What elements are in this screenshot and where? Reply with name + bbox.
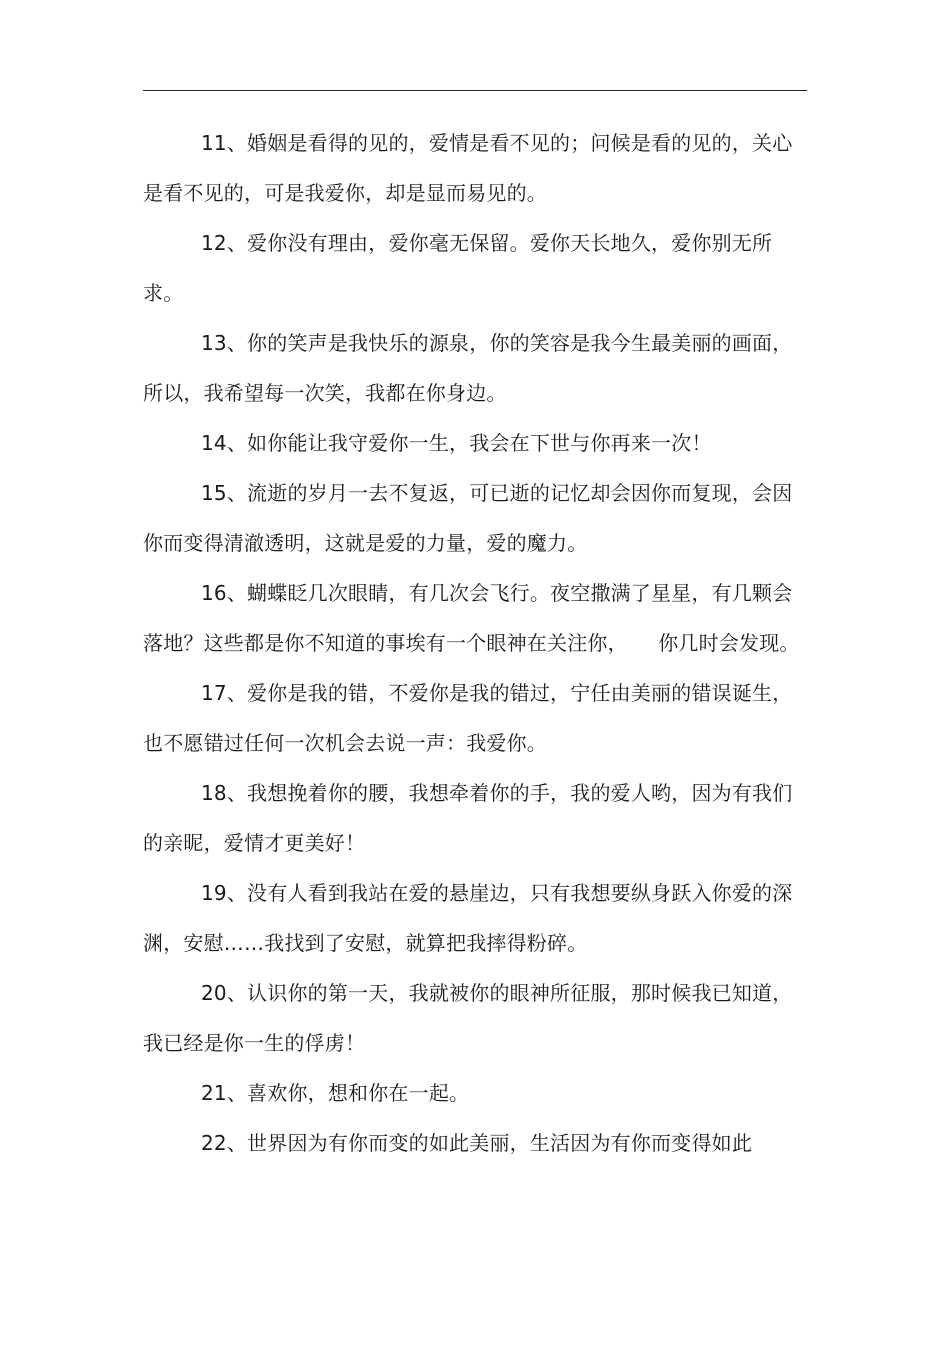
paragraph-13: 13、你的笑声是我快乐的源泉，你的笑容是我今生最美丽的画面，所以，我希望每一次笑，我都在你身边。 xyxy=(143,331,793,405)
paragraph-17: 17、爱你是我的错，不爱你是我的错过，宁任由美丽的错误诞生，也不愿错过任何一次机会去说一声：我爱你。 xyxy=(143,681,793,755)
document-body xyxy=(143,118,807,1168)
paragraph-21: 21、喜欢你，想和你在一起。 xyxy=(201,1081,470,1105)
paragraph-16: 16、蝴蝶眨几次眼睛，有几次会飞行。夜空撒满了星星，有几颗会落地？这些都是你不知道的事埃有一个眼神在关注你， 你几时会发现。 xyxy=(143,581,800,655)
paragraph-12: 12、爱你没有理由，爱你毫无保留。爱你天长地久，爱你别无所求。 xyxy=(143,231,773,305)
paragraph-14: 14、如你能让我守爱你一生，我会在下世与你再来一次！ xyxy=(201,431,712,455)
paragraph-20: 20、认识你的第一天，我就被你的眼神所征服，那时候我已知道，我已经是你一生的俘虏！ xyxy=(143,981,793,1055)
paragraph-15: 15、流逝的岁月一去不复返，可已逝的记忆却会因你而复现，会因你而变得清澈透明，这就是爱的力量，爱的魔力。 xyxy=(143,481,793,555)
paragraph-18: 18、我想挽着你的腰，我想牵着你的手，我的爱人哟，因为有我们的亲昵，爱情才更美好！ xyxy=(143,781,793,855)
paragraph-19: 19、没有人看到我站在爱的悬崖边，只有我想要纵身跃入你爱的深渊，安慰……我找到了安慰，就算把我摔得粉碎。 xyxy=(143,881,793,955)
paragraph-11: 11、婚姻是看得的见的，爱情是看不见的；问候是看的见的，关心是看不见的，可是我爱你，却是显而易见的。 xyxy=(143,131,793,205)
header-rule xyxy=(143,90,807,91)
paragraph-22: 22、世界因为有你而变的如此美丽，生活因为有你而变得如此 xyxy=(201,1131,753,1155)
